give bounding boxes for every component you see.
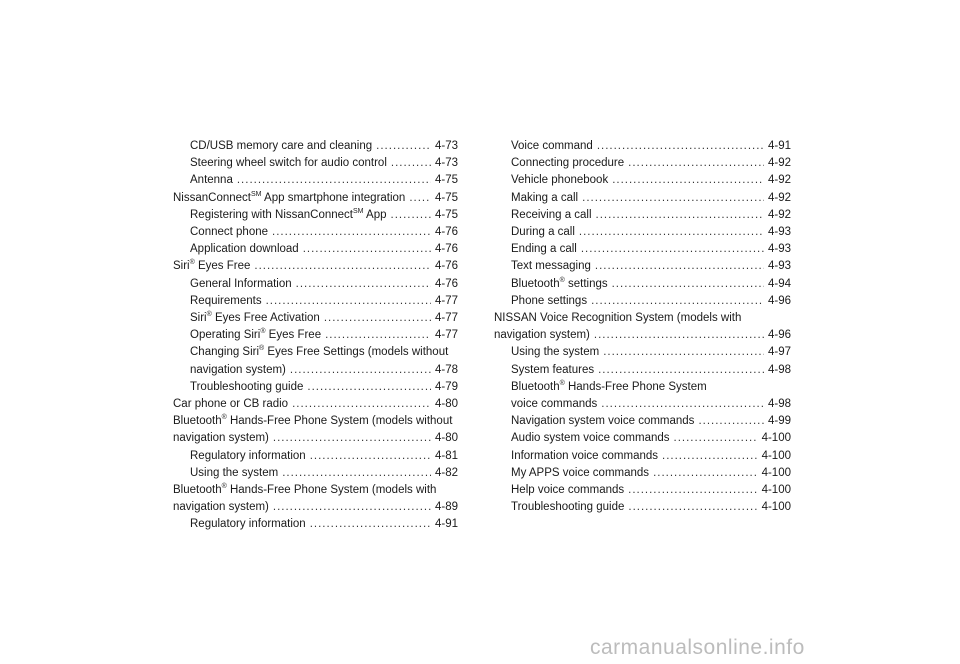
toc-entry-title: Application download [190, 243, 299, 256]
toc-entry-title-part: Siri [190, 312, 207, 325]
toc-entry-title [190, 327, 321, 344]
toc-entry[interactable] [494, 327, 791, 344]
toc-dot-leader [303, 241, 431, 258]
toc-entry[interactable] [173, 190, 458, 207]
toc-entry-title: Ending a call [511, 243, 577, 256]
toc-entry-title: Steering wheel switch for audio control [190, 157, 387, 170]
toc-dot-leader [579, 224, 764, 241]
toc-entry[interactable] [494, 241, 791, 258]
toc-page-number: 4-100 [761, 432, 791, 445]
superscript-mark: ® [189, 259, 195, 267]
toc-entry-wrap-line [494, 310, 791, 327]
toc-page-number: 4-76 [434, 243, 458, 256]
toc-entry[interactable] [494, 155, 791, 172]
toc-entry-title: navigation system) [173, 432, 269, 445]
toc-dot-leader [296, 276, 431, 293]
toc-entry-title-part: Hands-Free Phone System (models without [226, 415, 453, 428]
toc-entry-title: Receiving a call [511, 208, 592, 221]
toc-entry-title: General Information [190, 277, 292, 290]
toc-entry[interactable] [494, 344, 791, 361]
toc-entry-title: Using the system [511, 346, 600, 359]
toc-entry-title: Troubleshooting guide [190, 380, 304, 393]
toc-entry-title: System features [511, 363, 595, 376]
toc-entry-title: CD/USB memory care and cleaning [190, 140, 373, 152]
toc-page-number: 4-78 [434, 363, 458, 376]
superscript-mark: ® [221, 414, 227, 422]
toc-dot-leader [601, 396, 764, 413]
superscript-mark: SM [353, 207, 364, 215]
toc-page-number: 4-76 [434, 226, 458, 239]
toc-entry-title: Regulatory information [190, 449, 306, 462]
toc-page-number: 4-77 [434, 312, 458, 325]
toc-dot-leader [628, 155, 764, 172]
toc-entry-title: Making a call [511, 191, 579, 204]
toc-entry[interactable] [494, 258, 791, 275]
toc-page-number: 4-77 [434, 294, 458, 307]
toc-page-number: 4-99 [767, 415, 791, 428]
toc-entry-title: Using the system [190, 466, 279, 479]
toc-dot-leader [310, 516, 431, 533]
toc-dot-leader [596, 207, 764, 224]
toc-page-number: 4-73 [434, 140, 458, 152]
toc-entry[interactable] [173, 207, 458, 224]
toc-entry-title: Voice command [511, 140, 593, 152]
toc-page-number: 4-73 [434, 157, 458, 170]
toc-entry[interactable] [494, 482, 791, 499]
toc-entry-title: Connecting procedure [511, 157, 625, 170]
toc-dot-leader [290, 362, 431, 379]
toc-page-number: 4-82 [434, 466, 458, 479]
toc-page-number: 4-96 [767, 329, 791, 342]
toc-entry-title [173, 190, 405, 207]
toc-column-left [173, 138, 458, 534]
toc-page-number: 4-76 [434, 277, 458, 290]
toc-entry-title-part: Eyes Free [265, 329, 322, 342]
toc-dot-leader [612, 172, 764, 189]
toc-dot-leader [612, 276, 764, 293]
toc-entry-title: Phone settings [511, 294, 588, 307]
toc-dot-leader [662, 448, 758, 465]
toc-page-number: 4-92 [767, 208, 791, 221]
superscript-mark: ® [221, 483, 227, 491]
toc-entry[interactable] [494, 190, 791, 207]
toc-entry-wrap-line [173, 344, 458, 361]
toc-dot-leader [376, 138, 431, 155]
superscript-mark: ® [260, 328, 266, 336]
toc-entry-title [511, 276, 608, 293]
toc-page-number: 4-93 [767, 260, 791, 273]
toc-entry-title: Help voice commands [511, 484, 625, 497]
toc-dot-leader [597, 138, 764, 155]
toc-page-number: 4-75 [434, 208, 458, 221]
toc-entry-title-part: Bluetooth [173, 415, 222, 428]
toc-entry-title [173, 258, 250, 275]
toc-entry[interactable] [494, 499, 791, 516]
toc-dot-leader [581, 241, 764, 258]
toc-dot-leader [237, 172, 431, 189]
toc-entry[interactable] [494, 448, 791, 465]
toc-page-number: 4-100 [761, 466, 791, 479]
toc-entry[interactable] [494, 224, 791, 241]
superscript-mark: ® [206, 311, 212, 319]
toc-dot-leader [272, 224, 431, 241]
toc-entry-title-part: settings [564, 277, 608, 290]
toc-dot-leader [628, 499, 757, 516]
toc-entry[interactable] [173, 327, 458, 344]
toc-page-number: 4-92 [767, 157, 791, 170]
toc-entry-title: Car phone or CB radio [173, 398, 289, 411]
toc-entry-title: navigation system) [190, 363, 286, 376]
toc-entry-title-part: NISSAN Voice Recognition System (models with [494, 312, 742, 325]
toc-page-number: 4-80 [434, 398, 458, 411]
toc-entry-wrap-line [494, 379, 791, 396]
toc-page-number: 4-75 [434, 191, 458, 204]
toc-entry-title-part: Changing Siri [190, 346, 260, 359]
toc-entry[interactable] [494, 396, 791, 413]
toc-entry[interactable] [173, 172, 458, 189]
toc-page-number: 4-75 [434, 174, 458, 187]
toc-page-number: 4-91 [767, 140, 791, 152]
toc-page-number: 4-98 [767, 398, 791, 411]
toc-entry[interactable] [173, 310, 458, 327]
toc-entry-title [190, 207, 387, 224]
toc-entry-title: Antenna [190, 174, 233, 187]
toc-page-number: 4-92 [767, 174, 791, 187]
toc-page-number: 4-97 [767, 346, 791, 359]
toc-entry-title: navigation system) [173, 501, 269, 514]
toc-page-number: 4-92 [767, 191, 791, 204]
toc-entry-title: Regulatory information [190, 518, 306, 531]
toc-dot-leader [254, 258, 431, 275]
toc-entry[interactable] [494, 207, 791, 224]
toc-entry-title: Connect phone [190, 226, 269, 239]
toc-dot-leader [324, 310, 431, 327]
toc-dot-leader [653, 465, 758, 482]
toc-column-right [494, 138, 791, 516]
superscript-mark: ® [259, 345, 265, 353]
superscript-mark: ® [559, 380, 565, 388]
toc-entry[interactable] [173, 155, 458, 172]
toc-entry-title-part: Operating Siri [190, 329, 261, 342]
toc-dot-leader [391, 155, 431, 172]
toc-entry[interactable] [173, 258, 458, 275]
toc-entry[interactable] [173, 396, 458, 413]
toc-entry-title-part: Hands-Free Phone System (models with [226, 484, 437, 497]
toc-entry[interactable] [173, 241, 458, 258]
toc-page-number: 4-96 [767, 294, 791, 307]
toc-page-number: 4-100 [761, 501, 791, 514]
toc-dot-leader [409, 190, 431, 207]
toc-entry-title-part: Siri [173, 260, 190, 273]
toc-entry[interactable] [173, 430, 458, 447]
toc-entry-title-part: Eyes Free Settings (models without [264, 346, 449, 359]
toc-entry[interactable] [494, 465, 791, 482]
toc-entry[interactable] [173, 379, 458, 396]
toc-entry-title: navigation system) [494, 329, 590, 342]
toc-entry-title: My APPS voice commands [511, 466, 650, 479]
toc-entry-title: Troubleshooting guide [511, 501, 625, 514]
toc-entry[interactable] [494, 138, 791, 155]
toc-entry-title-part: Eyes Free [194, 260, 251, 273]
toc-entry[interactable] [494, 362, 791, 379]
toc-entry[interactable] [494, 172, 791, 189]
toc-page-number: 4-100 [761, 449, 791, 462]
toc-entry[interactable] [173, 224, 458, 241]
toc-entry-title-part: Eyes Free Activation [211, 312, 320, 325]
toc-entry-title: Vehicle phonebook [511, 174, 609, 187]
toc-entry-title: voice commands [511, 398, 598, 411]
toc-entry-title-part: Bluetooth [511, 380, 560, 393]
toc-dot-leader [674, 430, 758, 447]
toc-dot-leader [628, 482, 757, 499]
toc-dot-leader [598, 362, 764, 379]
toc-entry-wrap-line [173, 482, 458, 499]
toc-dot-leader [273, 430, 431, 447]
toc-dot-leader [591, 293, 764, 310]
toc-dot-leader [391, 207, 431, 224]
toc-entry[interactable] [173, 138, 458, 155]
toc-dot-leader [582, 190, 764, 207]
toc-page-number: 4-81 [434, 449, 458, 462]
toc-entry[interactable] [173, 448, 458, 465]
toc-entry[interactable] [173, 516, 458, 533]
toc-entry-title-part: App [363, 208, 387, 221]
toc-entry-title [190, 310, 320, 327]
toc-entry-title: Requirements [190, 294, 262, 307]
toc-entry-title: Text messaging [511, 260, 591, 273]
toc-dot-leader [595, 258, 764, 275]
superscript-mark: SM [250, 190, 262, 198]
toc-page-number: 4-100 [761, 484, 791, 497]
toc-entry[interactable] [494, 276, 791, 293]
toc-dot-leader [698, 413, 764, 430]
toc-dot-leader [594, 327, 764, 344]
toc-page-number: 4-94 [767, 277, 791, 290]
toc-page-number: 4-98 [767, 363, 791, 376]
toc-entry-title-part: NissanConnect [173, 191, 251, 204]
toc-entry[interactable] [173, 293, 458, 310]
toc-entry[interactable] [494, 430, 791, 447]
toc-page-number: 4-80 [434, 432, 458, 445]
toc-entry[interactable] [173, 465, 458, 482]
watermark-text: carmanualsonline.info [590, 636, 805, 659]
toc-entry-title: Navigation system voice commands [511, 415, 695, 428]
toc-entry[interactable] [494, 293, 791, 310]
toc-dot-leader [282, 465, 431, 482]
toc-entry[interactable] [173, 276, 458, 293]
toc-entry-title-part: Bluetooth [511, 277, 560, 290]
toc-entry[interactable] [494, 413, 791, 430]
toc-dot-leader [307, 379, 431, 396]
toc-dot-leader [273, 499, 431, 516]
toc-dot-leader [603, 344, 764, 361]
toc-dot-leader [292, 396, 431, 413]
toc-page-number: 4-79 [434, 380, 458, 393]
toc-page-number: 4-89 [434, 501, 458, 514]
toc-entry-title: Audio system voice commands [511, 432, 670, 445]
toc-entry[interactable] [173, 499, 458, 516]
toc-entry-title-part: Bluetooth [173, 484, 222, 497]
toc-dot-leader [325, 327, 431, 344]
toc-entry-title: Information voice commands [511, 449, 659, 462]
toc-page-number: 4-91 [434, 518, 458, 531]
toc-page-number: 4-93 [767, 243, 791, 256]
toc-entry-title-part: Registering with NissanConnect [190, 208, 353, 221]
superscript-mark: ® [559, 276, 565, 284]
toc-entry-title: During a call [511, 226, 575, 239]
toc-entry-wrap-line [173, 413, 458, 430]
toc-dot-leader [266, 293, 431, 310]
toc-entry[interactable] [173, 362, 458, 379]
toc-entry-title-part: App smartphone integration [261, 191, 406, 204]
toc-page-number: 4-93 [767, 226, 791, 239]
toc-page-number: 4-77 [434, 329, 458, 342]
toc-entry-title-part: Hands-Free Phone System [564, 380, 707, 393]
toc-page-number: 4-76 [434, 260, 458, 273]
toc-dot-leader [310, 448, 431, 465]
